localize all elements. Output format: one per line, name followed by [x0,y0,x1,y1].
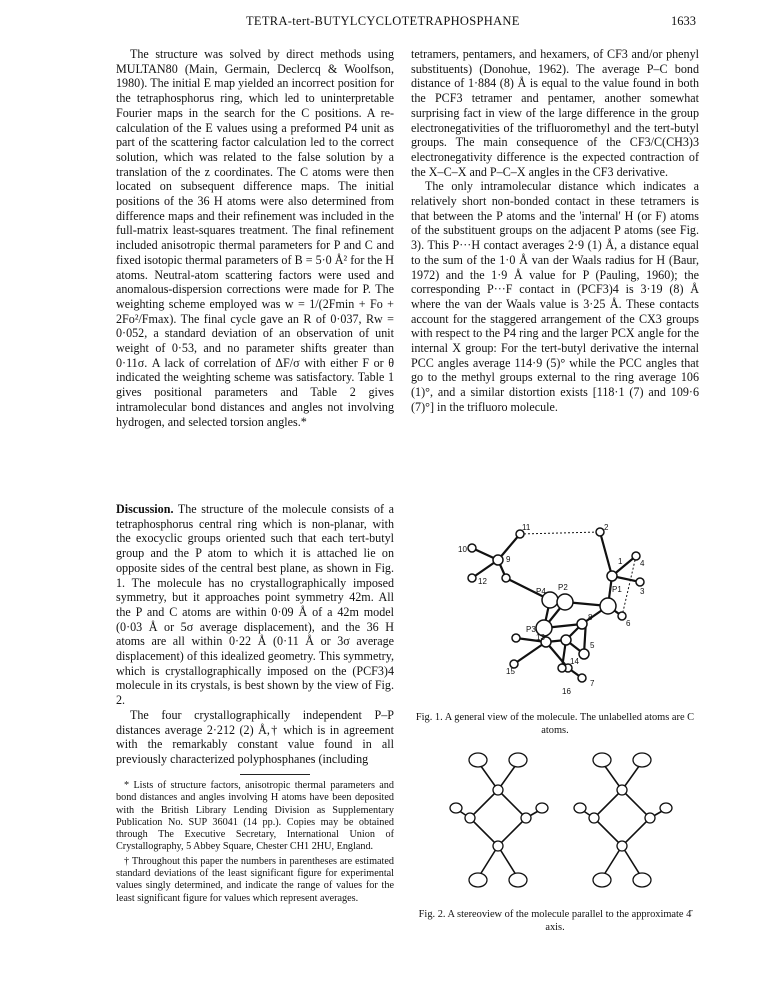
atom-label: 15 [506,667,515,676]
page-number: 1633 [671,14,696,28]
atom-label: 12 [478,577,487,586]
atom-label: 2 [604,523,609,532]
discussion-text-1: The structure of the molecule consists of a tetraphosphorus central ring which is non-planar, with the exocyclic groups oriented such that each tert-butyl group and the P atom to which it is attached lie on opposite sides of the central best plane, as shown in Fig. 1. The molecule has no crystallographically imposed symmetry, but it approaches point symmetry 42m. All the P and C atoms are within 0·09 Å of a 42m model (0·03 Å or 5σ average displacement), and the 36 H atoms are all within 0·22 Å (0·11 Å or 3σ average displacement) of this idealized geometry. This symmetry, which is crystallographically imposed on the (PCF3)4 molecule in its crystals, is best shown by the view of Fig. 2. [116,502,394,708]
right-column-top [411,47,699,415]
atom-label: 3 [640,587,645,596]
atom-label: P1 [612,585,622,594]
right-paragraph-1: tetramers, pentamers, and hexamers, of CF3 and/or phenyl substituents) (Donohue, 1962). The average P–C bond distance of 1·884 (8) Å is equal to the value found in both the PCF3 tetramer and pentamer, another somewhat surprising fact in view of the large difference in the group electronegativities of the trifluoromethyl and the tert-butyl groups. The main consequence of the CF3/C(CH3)3 electronegativity difference is the expected contraction of the X–C–X and P–C–X angles in the CF3 derivative. [411,47,699,179]
figure-2 [448,738,680,904]
methods-paragraph: The structure was solved by direct methods using MULTAN80 (Main, Germain, Declercq & Woolfson, 1980). The initial E map yielded an incorrect position for the tetraphosphorus ring, which led to uninterpretable Fourier maps in the search for the C positions. A re-calculation of the E values using a preformed P4 unit as part of the scattering factor calculation led to the correct solution, which was related to the false solution by a translation of the z coordinates. The C atoms were then located on subsequent difference maps. The initial positions of the 36 H atoms were also determined from difference maps and their refinement was included in the full-matrix least-squares treatment. The final refinement included anisotropic thermal parameters for P and C and fixed isotopic thermal parameters of B = 5·0 Å² for the H atoms. Neutral-atom scattering factors were used and anomalous-dispersion corrections were made for P. The weighting scheme employed was w = 1/(2Fmin + Fo + 2Fo²/Fmax). The final cycle gave an R of 0·037, Rw = 0·052, a standard deviation of an observation of unit weight of 0·53, and no parameter shifts greater than 0·11σ. A lack of correlation of ΔF/σ with either F or θ indicated the weighting scheme was satisfactory. Table 1 gives positional parameters and Table 2 gives intramolecular bond distances and angles not involving hydrogen, and selected torsion angles.* [116,47,394,429]
atom-label: 10 [458,545,467,554]
atom-label: 8 [588,613,593,622]
figure-1-caption: Fig. 1. A general view of the molecule. The unlabelled atoms are C atoms. [415,712,695,736]
atom-label: P4 [536,587,546,596]
discussion-section [116,502,394,767]
stereoview-diagram [448,738,680,904]
discussion-heading: Discussion. [116,502,174,516]
atom-label: 13 [536,633,545,642]
figure-2-caption: Fig. 2. A stereoview of the molecule parallel to the approximate 4̄ axis. [418,909,692,933]
footnotes [116,780,394,907]
atom-label: 1 [618,557,623,566]
molecule-diagram [450,520,674,698]
stereo-right [574,753,672,887]
stereo-left [450,753,548,887]
atom-label: 4 [640,559,645,568]
atom-label: 14 [570,657,579,666]
atom-label: 16 [562,687,571,696]
left-column-top [116,47,394,429]
atom-label: 5 [590,641,595,650]
atom-label: 7 [590,679,595,688]
figure-1 [450,520,674,698]
discussion-paragraph-2: The four crystallographically independent P–P distances average 2·212 (2) Å,† which is in agreement with the remarkably constant value found in all previously characterized polyphosphanes (including [116,707,394,766]
footnote-star: * Lists of structure factors, anisotropic thermal parameters and bond distances and angles involving H atoms have been deposited with the British Library Lending Division as Supplementary Publication No. SUP 36041 (14 pp.). Copies may be obtained through The Executive Secretary, International Union of Crystallography, 5 Abbey Square, Chester CH1 2HU, England. [116,780,394,853]
running-title: TETRA-tert-BUTYLCYCLOTETRAPHOSPHANE [246,14,520,28]
discussion-paragraph-1 [116,502,394,708]
atom-label: 11 [522,523,531,532]
atom-label: P3 [526,625,536,634]
atom-label: 6 [626,619,631,628]
right-paragraph-2: The only intramolecular distance which indicates a relatively short non-bonded contact in these tetramers is that between the P atoms and the 'internal' H (or F) atoms of the substituent groups on the adjacent P atoms (see Fig. 3). This P···H contact averages 2·9 (1) Å, a distance equal to the sum of the 1·0 Å van der Waals radius for H (Baur, 1972) and the 1·9 Å value for P (Pauling, 1960); the corresponding P···F contact in (PCF3)4 is 3·19 (8) Å where the van der Waals value is 3·25 Å. These contacts account for the staggered arrangement of the CX3 groups with respect to the P4 ring and the larger PCX angle for the internal X group: For the tert-butyl derivative the internal PCC angles average 114·9 (5)° while the PCC angles that go to the methyl groups external to the ring average 106 (1)°, and a similar distortion exists [118·1 (7) and 109·6 (7)°] in the trifluoro molecule. [411,179,699,414]
atom-label: 9 [506,555,511,564]
footnote-dagger: † Throughout this paper the numbers in parentheses are estimated standard deviations of the least significant figure for experimental values singly determined, and indicate the range of values for the least significant figure for values which represent averages. [116,855,394,904]
footnote-rule [240,774,310,775]
atom-label: P2 [558,583,568,592]
page-header [116,14,696,34]
